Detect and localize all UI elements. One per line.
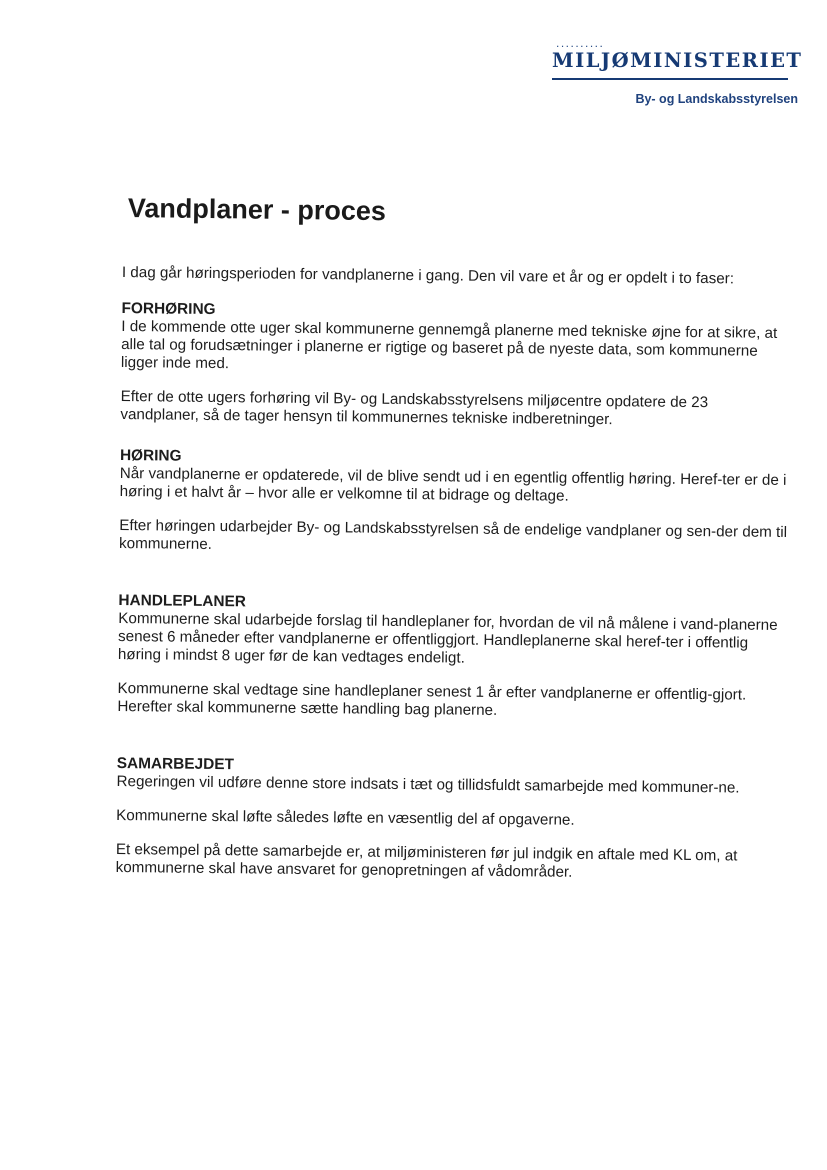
document-body [115,264,790,906]
section-paragraph: Efter de otte ugers forhøring vil By- og Landskabsstyrelsens miljøcentre opdatere de 23 vandplaner, så de tager hensyn til kommunernes tekniske indberetninger. [120,387,709,429]
section-paragraph: Efter høringen udarbejder By- og Landskabsstyrelsen så de endelige vandplaner og sen-der dem til kommunerne. [118,516,788,553]
section-paragraph: Regeringen vil udføre denne store indsats i tæt og tillidsfuldt samarbejde med kommuner-ne. [116,772,740,797]
document-title: Vandplaner - proces [127,193,387,227]
ministry-name: MILJØMINISTERIET [552,49,803,72]
section-paragraph: Kommunerne skal udarbejde forslag til handleplaner for, hvordan de vil nå målene i vand-planerne senest 6 måneder efter vandplanerne er offentliggjort. Handleplanerne skal heref-ter i offentlig høring i mindst 8 uger før de kan vedtages endeligt. [117,609,778,667]
section-paragraph: Kommunerne skal løfte således løfte en væsentlig del af opgaverne. [116,806,575,829]
section-heading: HANDLEPLANER [118,591,246,611]
section-paragraph: I de kommende otte uger skal kommunerne gennemgå planerne med tekniske øjne for at sikre, at alle tal og forudsætninger i planerne er rigtige og baseret på de nyeste data, som kommunerne ligger inde med. [120,317,778,373]
logo-dots: .......... [556,36,605,50]
section-heading: HØRING [119,446,182,465]
section-heading: FORHØRING [121,299,216,318]
section-handleplaner [117,591,786,723]
ministry-logo [548,36,803,116]
logo-rule [552,78,788,80]
intro-paragraph: I dag går høringsperioden for vandplanerne i gang. Den vil vare et år og er opdelt i to faser: [121,264,735,288]
section-paragraph: Når vandplanerne er opdaterede, vil de blive sendt ud i en egentlig offentlig høring. Heref-ter er de i høring i et halvt år – hvor alle er velkomne til at bidrage og deltage. [119,464,787,505]
section-hoering [119,446,788,560]
section-forhoering [120,299,789,431]
agency-name: By- og Landskabsstyrelsen [635,92,798,106]
section-heading: SAMARBEJDET [116,754,235,774]
section-paragraph: Kommunerne skal vedtage sine handleplaner senest 1 år efter vandplanerne er offentlig-gjort. Herefter skal kommunerne sætte handling bag planerne. [117,679,747,719]
section-samarbejdet [116,754,785,884]
section-paragraph: Et eksempel på dette samarbejde er, at miljøministeren før jul indgik en aftale med KL om, at kommunerne skal have ansvaret for genopretningen af vådområder. [115,840,738,881]
